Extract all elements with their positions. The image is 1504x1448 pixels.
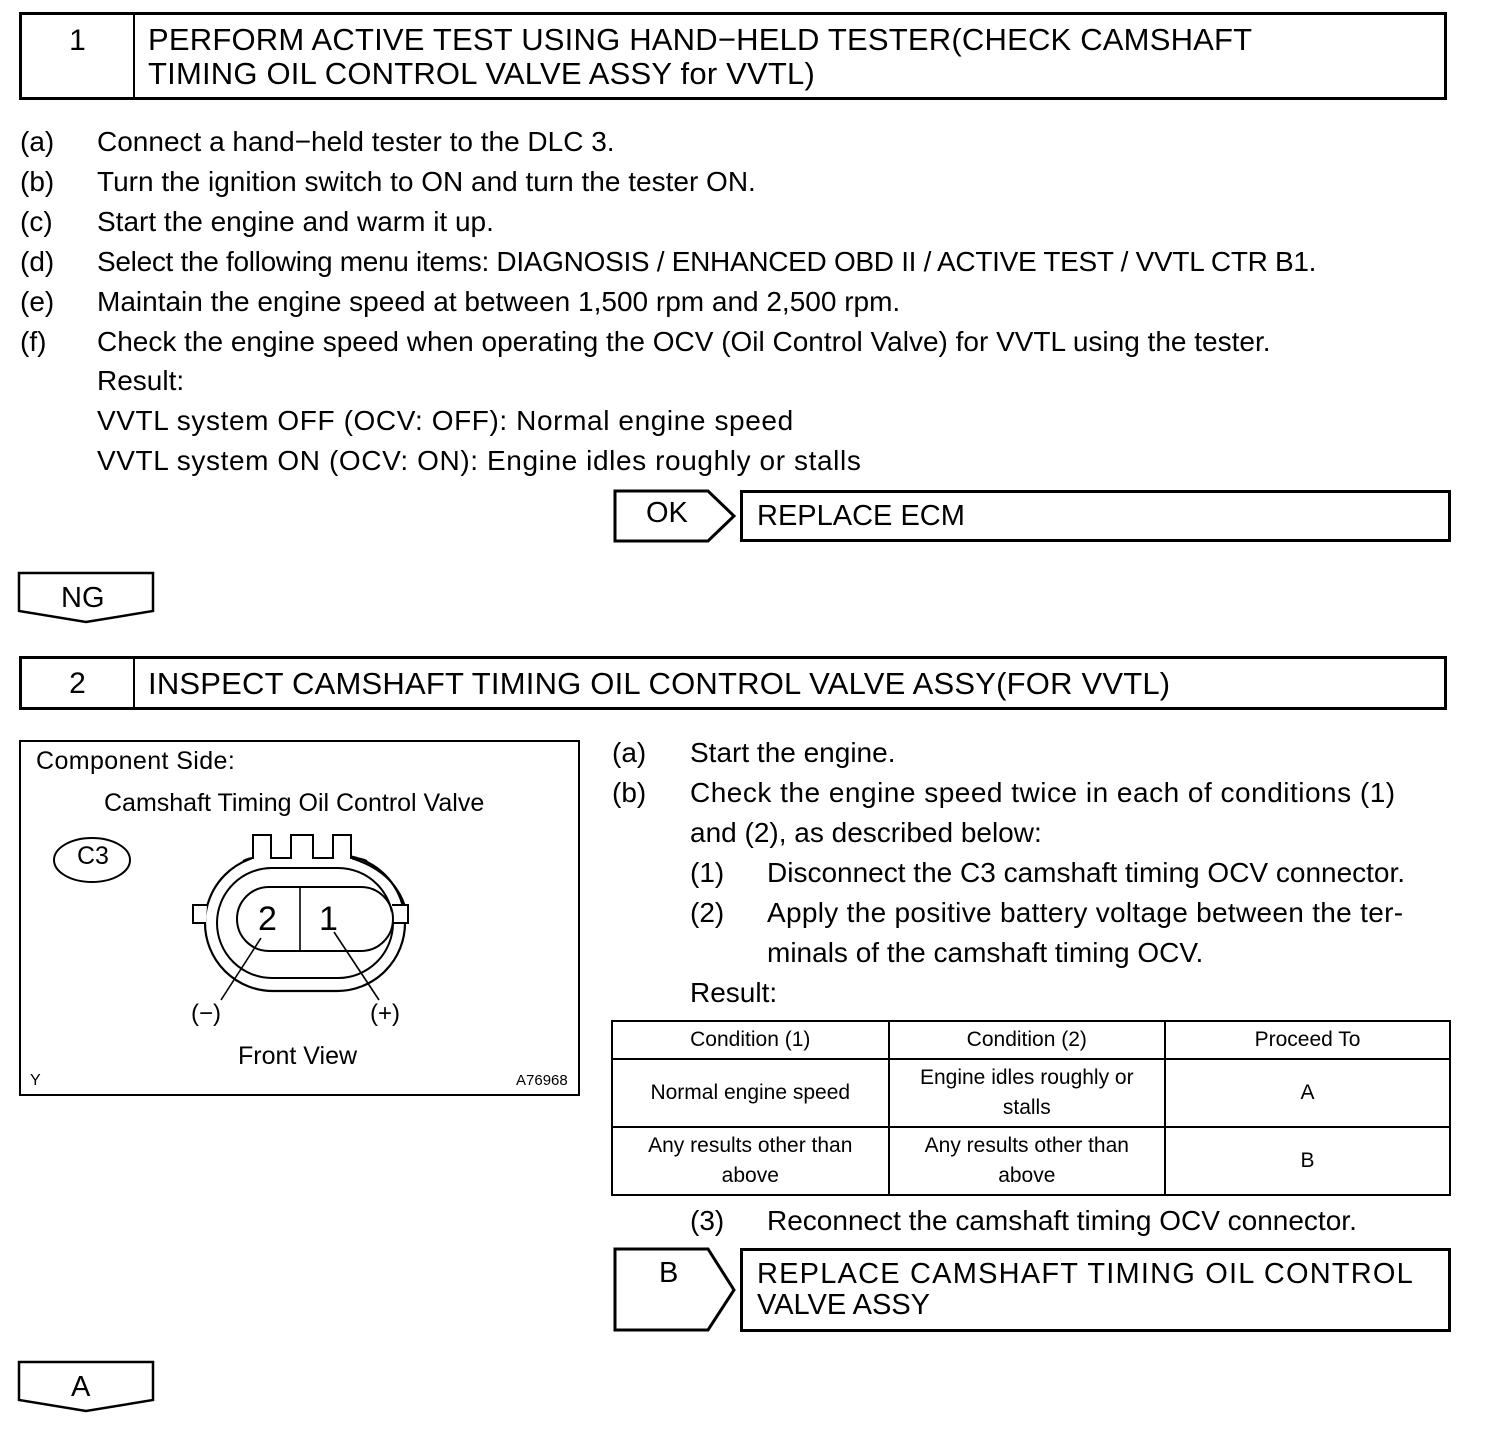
cell-text: above: [998, 1164, 1056, 1187]
item-text: Maintain the engine speed at between 1,500 rpm and 2,500 rpm.: [97, 286, 901, 317]
item-text: Check the engine speed when operating the OCV (Oil Control Valve) for VVTL using the tester.: [97, 326, 1271, 357]
b-action-text-line1: REPLACE CAMSHAFT TIMING OIL CONTROL: [757, 1258, 1415, 1290]
cell-text: Normal engine speed: [650, 1081, 851, 1104]
item-label: (e): [20, 286, 55, 317]
item-text: Start the engine.: [690, 737, 896, 768]
step1-title-line1: PERFORM ACTIVE TEST USING HAND−HELD TESTER(CHECK CAMSHAFT: [148, 22, 1253, 57]
step1-header: [19, 12, 1447, 100]
subitem-text-continued: minals of the camshaft timing OCV.: [767, 937, 1204, 968]
figure-heading: Component Side:: [36, 747, 236, 775]
subitem-text: Disconnect the C3 camshaft timing OCV connector.: [767, 857, 1406, 888]
ok-label: OK: [646, 497, 688, 529]
figure-corner-left: Y: [30, 1072, 41, 1089]
connector-id: C3: [77, 842, 109, 870]
result-table: [611, 1020, 1451, 1196]
table-header-row: [612, 1021, 1450, 1059]
table-cell: [1165, 1059, 1450, 1127]
table-header: Condition (2): [889, 1021, 1166, 1059]
item-label: (f): [20, 326, 47, 357]
figure-caption: Camshaft Timing Oil Control Valve: [104, 789, 485, 817]
subitem-label: (2): [690, 897, 725, 928]
ng-label: NG: [61, 582, 105, 614]
table-row: [612, 1127, 1450, 1195]
cell-text: A: [1300, 1081, 1315, 1104]
table-cell: [612, 1127, 889, 1195]
cell-text: B: [1300, 1149, 1315, 1172]
figure-code: A76968: [516, 1072, 568, 1089]
table-row: [612, 1059, 1450, 1127]
table-cell: [889, 1127, 1166, 1195]
step2-number: 2: [22, 659, 135, 707]
positive-label: (+): [370, 1000, 400, 1027]
item-label: (b): [612, 777, 647, 808]
cell-text: stalls: [1002, 1096, 1051, 1119]
item-text: Start the engine and warm it up.: [97, 206, 494, 237]
result-on-text: VVTL system ON (OCV: ON): Engine idles roughly or stalls: [97, 445, 862, 476]
ok-action-box: [740, 490, 1451, 542]
result-label: Result:: [97, 365, 185, 396]
b-action-box: [740, 1248, 1451, 1332]
a-label: A: [71, 1371, 91, 1403]
step2-header: [19, 656, 1447, 710]
terminal-1: 1: [319, 900, 338, 938]
table-cell: [1165, 1127, 1450, 1195]
item-text-continued: and (2), as described below:: [690, 817, 1042, 848]
item-text: Connect a hand−held tester to the DLC 3.: [97, 126, 615, 157]
item-label: (b): [20, 166, 55, 197]
cell-text: Any results other than: [924, 1134, 1129, 1157]
b-action-text-line2: VALVE ASSY: [757, 1289, 931, 1321]
item-label: (a): [20, 126, 55, 157]
negative-label: (−): [191, 1000, 221, 1027]
terminal-2: 2: [258, 900, 277, 938]
subitem-label: (3): [690, 1205, 725, 1236]
result-label: Result:: [690, 977, 778, 1008]
cell-text: above: [721, 1164, 779, 1187]
subitem-text: Apply the positive battery voltage between the ter-: [767, 897, 1404, 928]
table-header: Proceed To: [1165, 1021, 1450, 1059]
b-label: B: [659, 1257, 679, 1289]
view-label: Front View: [238, 1042, 358, 1070]
step2-title: INSPECT CAMSHAFT TIMING OIL CONTROL VALVE ASSY(FOR VVTL): [148, 666, 1171, 701]
cell-text: Any results other than: [648, 1134, 853, 1157]
subitem-text: Reconnect the camshaft timing OCV connector.: [767, 1205, 1357, 1236]
item-label: (c): [20, 206, 53, 237]
connector-figure: [19, 740, 580, 1096]
table-cell: [889, 1059, 1166, 1127]
item-text: Select the following menu items: DIAGNOSIS / ENHANCED OBD II / ACTIVE TEST / VVTL CTR B1.: [97, 246, 1317, 277]
item-text: Check the engine speed twice in each of conditions (1): [690, 777, 1396, 808]
table-header: Condition (1): [612, 1021, 889, 1059]
table-cell: [612, 1059, 889, 1127]
cell-text: Engine idles roughly or: [919, 1066, 1134, 1089]
item-label: (a): [612, 737, 647, 768]
subitem-label: (1): [690, 857, 725, 888]
result-off-text: VVTL system OFF (OCV: OFF): Normal engine speed: [97, 405, 794, 436]
item-text: Turn the ignition switch to ON and turn the tester ON.: [97, 166, 756, 197]
step1-number: 1: [22, 15, 135, 97]
item-label: (d): [20, 246, 55, 277]
ok-action-text: REPLACE ECM: [757, 500, 965, 532]
step1-title-line2: TIMING OIL CONTROL VALVE ASSY for VVTL): [148, 56, 816, 91]
